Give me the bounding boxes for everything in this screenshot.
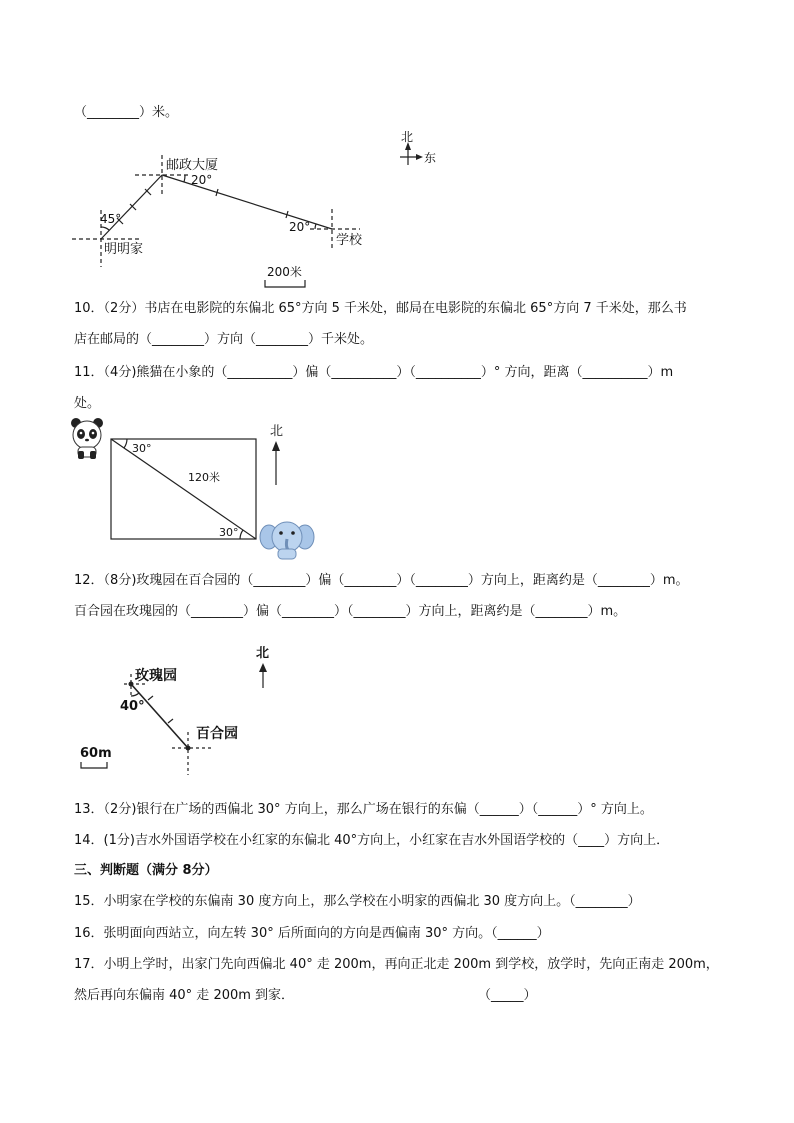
elephant-icon [260,522,314,559]
question-13: 13．（2分)银行在广场的西偏北 30° 方向上，那么广场在银行的东偏（______）（______）° 方向上。 [74,802,653,817]
question-11-line-2: 处。 [74,396,101,411]
section-3-heading: 三、判断题（满分 8分） [74,863,218,878]
compass-north-label: 北 [401,130,414,144]
angle-arc-bottom [240,530,243,539]
rose-point [129,682,134,687]
post-office-label: 邮政大厦 [166,158,219,173]
home-label: 明明家 [104,242,144,257]
angle-20-school-label: 20° [289,220,311,234]
angle-45-label: 45° [100,212,122,226]
question-10-line-1: 10．（2分）书店在电影院的东偏北 65°方向 5 千米处，邮局在电影院的东偏北 65°方向 7 千米处，那么书 [74,301,687,316]
figure-panda-elephant [65,415,325,565]
distance-label: 120米 [188,471,220,484]
school-label: 学校 [336,233,363,248]
question-14: 14．(1分)吉水外国语学校在小红家的东偏北 40°方向上，小红家在吉水外国语学校的（____）方向上． [74,833,670,848]
panda-icon [71,418,103,459]
question-17-answer-blank[interactable]: （_____） [478,988,537,1003]
figure-route-map [60,125,460,295]
rose-garden-label: 玫瑰园 [135,668,177,684]
angle-bottom-label: 30° [219,526,239,539]
figure-gardens [72,640,282,785]
path-tick [168,719,173,723]
question-12-line-2: 百合园在玫瑰园的（________）偏（________）（________）方向上，距离约是（________）m。 [74,604,627,619]
q9-answer-line: （________）米。 [74,105,179,120]
route-home-to-post [101,175,162,239]
question-11-line-1: 11．（4分)熊猫在小象的（__________）偏（__________）（__________）° 方向，距离（__________）m [74,365,674,380]
compass-east-arrow-icon [416,154,423,160]
question-12-line-1: 12．（8分)玫瑰园在百合园的（________）偏（________）（________）方向上，距离约是（________）m。 [74,573,689,588]
scale-bar [265,280,305,287]
angle-20-top-label: 20° [191,173,213,187]
angle-arc-top [124,439,127,448]
north-label: 北 [256,646,270,661]
question-17-line-2: 然后再向东偏南 40° 走 200m 到家． [74,988,295,1003]
question-17-line-1: 17．小明上学时，出家门先向西偏北 40° 走 200m，再向正北走 200m 到学校，放学时，先向正南走 200m， [74,957,719,972]
compass-east-label: 东 [424,151,437,165]
question-10-line-2: 店在邮局的（________）方向（________）千米处。 [74,332,374,347]
angle-top-label: 30° [132,442,152,455]
angle-arc-20-top [184,175,185,182]
question-15: 15．小明家在学校的东偏南 30 度方向上，那么学校在小明家的西偏北 30 度方向上。（________） [74,894,641,909]
scale-label: 60m [80,746,112,761]
angle-arc-20-school [315,224,316,229]
angle-40-label: 40° [120,699,145,714]
angle-arc-40 [131,693,139,696]
scale-bar [81,762,107,768]
angle-arc-45 [101,227,109,230]
north-label: 北 [270,424,284,439]
path-rose-to-lily [131,684,188,748]
path-tick [148,696,153,700]
lily-point [186,746,191,751]
north-arrow-icon [259,663,267,672]
north-arrow-icon [272,441,280,451]
lily-garden-label: 百合园 [196,726,238,742]
scale-label: 200米 [267,265,302,279]
question-16: 16．张明面向西站立，向左转 30° 后所面向的方向是西偏南 30° 方向。（______） [74,926,550,941]
